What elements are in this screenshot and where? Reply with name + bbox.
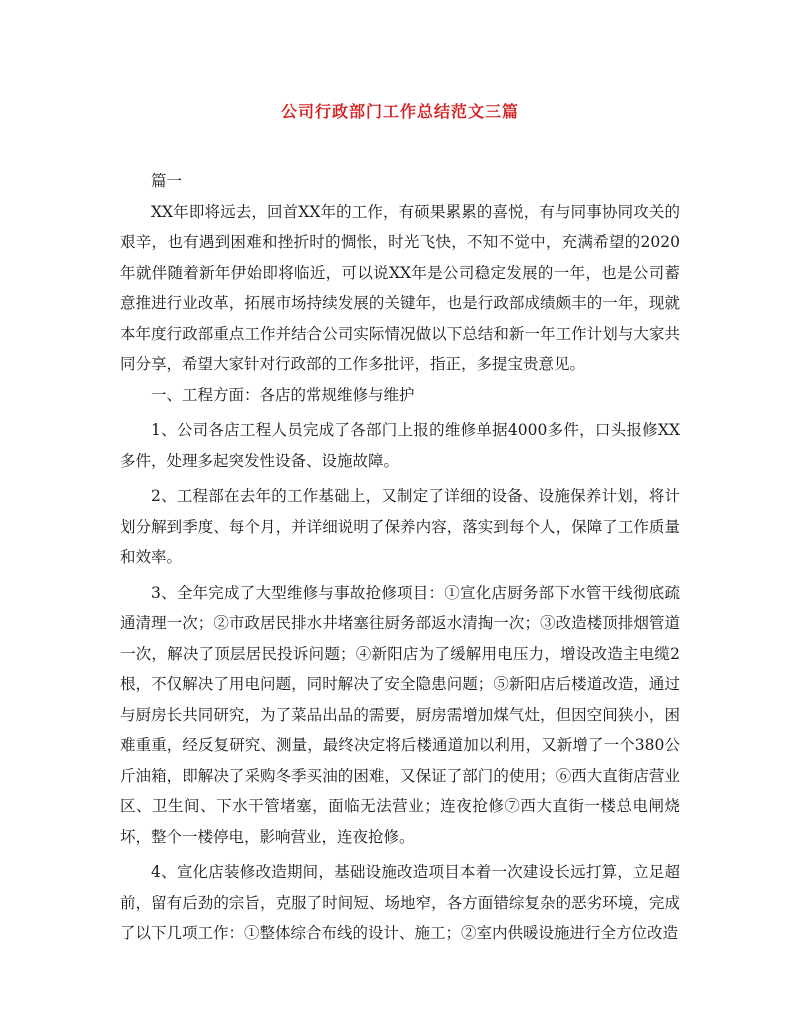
section-heading-part-one: 篇一 xyxy=(151,172,183,190)
paragraph-item-2: 2、工程部在去年的工作基础上，又制定了详细的设备、设施保养计划，将计划分解到季度、每个月，并详细说明了保养内容，落实到每个人，保障了工作质量和效率。 xyxy=(120,487,680,566)
paragraph-item-1: 1、公司各店工程人员完成了各部门上报的维修单据4000多件，口头报修XX多件，处理多起突发性设备、设施故障。 xyxy=(120,421,680,470)
paragraph-item-3: 3、全年完成了大型维修与事故抢修项目：①宣化店厨务部下水管干线彻底疏通清理一次；②市政居民排水井堵塞往厨务部返水清掏一次；③改造楼顶排烟管道一次，解决了顶层居民投诉问题；④新阳店为了缓解用电压力，增设改造主电缆2根，不仅解决了用电问题，同时解决了安全隐患问题；⑤新阳店后楼道改造，通过与厨房长共同研究，为了菜品出品的需要，厨房需增加煤气灶，但因空间狭小，困难重重，经反复研究、测量，最终决定将后楼通道加以利用，又新增了一个380公斤油箱，即解决了采购冬季买油的困难，又保证了部门的使用；⑥西大直街店营业区、卫生间、下水干管堵塞，面临无法营业；连夜抢修⑦西大直街一楼总电闸烧坏，整个一楼停电，影响营业，连夜抢修。 xyxy=(120,583,680,846)
paragraph-item-4: 4、宣化店装修改造期间，基础设施改造项目本着一次建设长远打算，立足超前，留有后劲的宗旨，克服了时间短、场地窄，各方面错综复杂的恶劣环境，完成了以下几项工作：①整体综合布线的设计、施工；②室内供暖设施进行全方位改造 xyxy=(120,863,680,942)
intro-paragraph: XX年即将远去，回首XX年的工作，有硕果累累的喜悦，有与同事协同攻关的艰辛，也有遇到困难和挫折时的惆怅，时光飞快，不知不觉中，充满希望的2020年就伴随着新年伊始即将临近，可以说XX年是公司稳定发展的一年，也是公司蓄意推进行业改革，拓展市场持续发展的关键年，也是行政部成绩颇丰的一年，现就本年度行政部重点工作并结合公司实际情况做以下总结和新一年工作计划与大家共同分享，希望大家针对行政部的工作多批评，指正，多提宝贵意见。 xyxy=(120,202,680,373)
document-body xyxy=(120,166,680,949)
document-title: 公司行政部门工作总结范文三篇 xyxy=(280,102,519,121)
section-heading-engineering: 一、工程方面：各店的常规维修与维护 xyxy=(151,385,415,404)
